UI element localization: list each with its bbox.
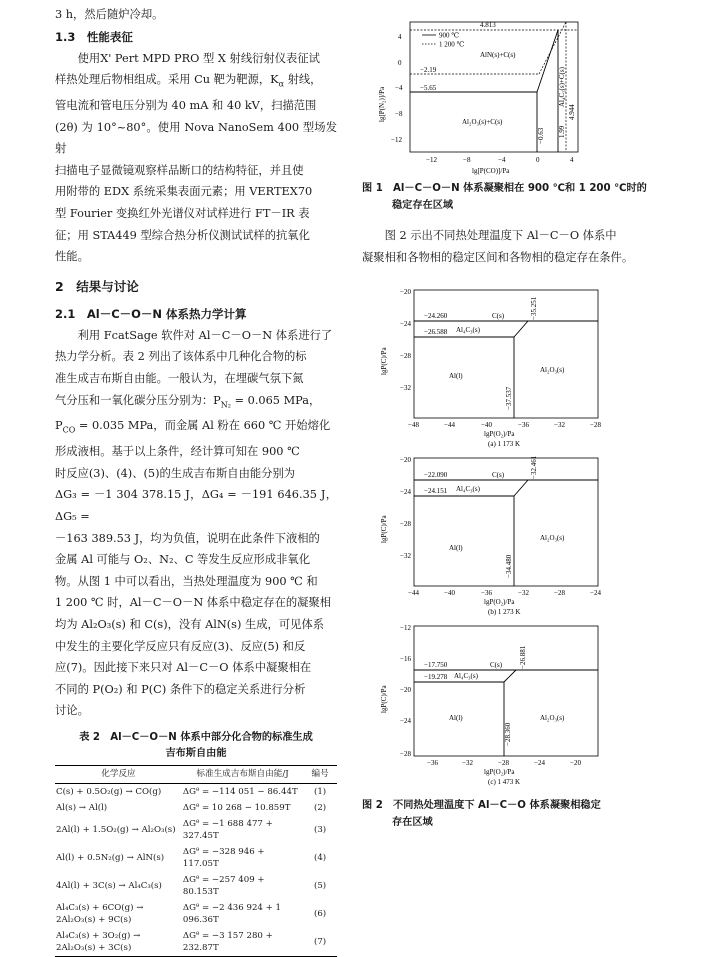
paragraph-line: 气分压和一氧化碳分压分别为：$P_{N_2} = 0.065$ MPa，	[55, 393, 321, 409]
number-cell: (3)	[313, 824, 327, 835]
section-heading-2-1: 2.1 Al－C－O－N 体系热力学计算	[55, 306, 247, 321]
label-h2: −26.588	[424, 328, 448, 336]
number-cell: (6)	[313, 908, 327, 919]
label-c: C(s)	[492, 312, 505, 320]
label-v1: −26.881	[519, 645, 527, 669]
reaction-cell: Al(l) + 0.5N₂(g) → AlN(s)	[56, 852, 165, 863]
x-tick: −20	[570, 759, 581, 767]
x-tick: −44	[444, 421, 455, 429]
figure-2b	[362, 448, 647, 616]
text-line: 3 h，然后随炉冷却。	[55, 8, 164, 21]
label-v2: −37.537	[505, 386, 513, 410]
paragraph-line: 扫描电子显微镜观察样品断口的结构特征，并且使	[55, 163, 304, 177]
label-aln: AlN(s)+C(s)	[480, 51, 516, 59]
left-column	[55, 0, 337, 957]
y-tick: −20	[400, 686, 411, 694]
label-4813: 4.813	[480, 21, 496, 29]
y-tick: −24	[400, 488, 411, 496]
x-tick: −24	[534, 759, 545, 767]
x-tick: −40	[481, 421, 492, 429]
reaction-cell: 2Al(l) + 1.5O₂(g) → Al₂O₃(s)	[56, 824, 176, 835]
paragraph-line: 使用X' Pert MPD PRO 型 X 射线衍射仪表征试	[77, 51, 320, 65]
gibbs-cell: ΔGᶿ = −3 157 280 + 232.87T	[182, 928, 303, 957]
subfigure-label: (a) 1 173 K	[488, 440, 521, 448]
y-axis-label: lgP(C)/Pa	[380, 347, 388, 375]
paragraph-line: 征；用 STA449 型综合热分析仪测试试样的抗氧化	[55, 228, 310, 242]
x-tick: −40	[444, 589, 455, 597]
table-header: 标准生成吉布斯自由能/J	[182, 765, 303, 783]
label-al2o3: Al₂O₃(s)	[540, 366, 565, 374]
reaction-cell: Al₄C₃(s) + 6CO(g) → 2Al₂O₃(s) + 9C(s)	[56, 902, 144, 925]
x-tick: −48	[408, 421, 419, 429]
gibbs-table	[55, 765, 337, 957]
y-tick: −24	[400, 320, 411, 328]
label-al2o3: Al₂O₃(s)+C(s)	[462, 118, 503, 126]
section-heading-2: 2 结果与讨论	[55, 278, 139, 294]
y-tick: −16	[400, 655, 411, 663]
label-al4c3: Al₄C₃(s)	[456, 326, 480, 334]
number-cell: (5)	[313, 880, 327, 891]
table-row	[55, 844, 337, 872]
paragraph-line: 不同的 P(O₂) 和 P(C) 条件下的稳定关系进行分析	[55, 682, 306, 696]
number-cell: (7)	[303, 928, 337, 957]
subfigure-label: (b) 1 273 K	[488, 608, 521, 616]
x-axis-label: lgP(O₂)/Pa	[484, 598, 515, 606]
number-cell: (4)	[313, 852, 327, 863]
figure-2-caption: 图 2 不同热处理温度下 Al－C－O 体系凝聚相稳定 存在区域	[362, 800, 601, 828]
x-tick: 4	[570, 156, 574, 164]
gibbs-cell: ΔGᶿ = −2 436 924 + 1 096.36T	[182, 902, 282, 925]
figure-2-intro: 图 2 示出不同热处理温度下 Al－C－O 体系中 凝聚相和各物相的稳定区间和各物相的稳定存在条件。	[362, 229, 634, 264]
label-199: 1.99	[558, 125, 566, 138]
x-tick: −28	[554, 589, 565, 597]
label-219: −2.19	[420, 66, 437, 74]
section-heading-1-3: 1.3 性能表征	[55, 29, 133, 44]
y-tick: −28	[400, 520, 411, 528]
label-al4c3: Al₄C₃(s)+C(s)	[558, 67, 566, 107]
y-tick: −12	[391, 136, 402, 144]
y-tick: 0	[398, 59, 402, 67]
y-tick: −8	[395, 110, 403, 118]
paragraph-line: 热力学分析。表 2 列出了该体系中几种化合物的标	[55, 350, 307, 364]
paragraph-line: (2θ) 为 10°~80°。使用 Nova NanoSem 400 型场发射	[55, 120, 337, 156]
x-tick: −32	[518, 589, 529, 597]
number-cell: (1)	[313, 786, 327, 797]
table-header: 化学反应	[55, 765, 182, 783]
y-axis-label: lgP(C)/Pa	[380, 515, 388, 543]
figure-1-caption: 图 1 Al－C－O－N 体系凝聚相在 900 ℃和 1 200 ℃时的 稳定存在区域	[362, 183, 647, 211]
paragraph-line: 金属 Al 可能与 O₂、N₂、C 等发生反应形成非氧化	[55, 553, 311, 567]
x-tick: −28	[590, 421, 601, 429]
label-4944: 4.944	[568, 104, 576, 120]
paragraph-line: 时反应(3)、(4)、(5)的生成吉布斯自由能分别为	[55, 466, 296, 480]
paragraph-line: 准生成吉布斯自由能。一般认为，在埋碳气氛下氮	[55, 371, 304, 385]
y-tick: −28	[400, 352, 411, 360]
gibbs-cell: ΔGᶿ = −114 051 − 86.44T	[182, 786, 298, 797]
paragraph-line: 均为 Al₂O₃(s) 和 C(s)，没有 AlN(s) 生成，可见体系	[55, 618, 325, 631]
paragraph-line: 1 200 ℃ 时，Al－C－O－N 体系中稳定存在的凝聚相	[55, 596, 332, 610]
table-row	[55, 783, 337, 800]
x-tick: −36	[518, 421, 529, 429]
figure-2c	[362, 616, 647, 788]
table-2	[55, 730, 337, 957]
label-h1: −24.260	[424, 312, 448, 320]
y-axis-label: lg[P(N₂)]/Pa	[378, 86, 386, 122]
label-h2: −24.151	[424, 487, 448, 495]
gibbs-cell: ΔGᶿ = 10 268 − 10.859T	[182, 802, 291, 813]
y-tick: −12	[400, 624, 411, 632]
x-tick: −32	[554, 421, 565, 429]
x-tick: 0	[536, 156, 540, 164]
paragraph-line: $P_{CO} = 0.035$ MPa，而金属 Al 粉在 660 ℃ 开始熔化	[55, 419, 331, 435]
gibbs-cell: ΔGᶿ = −1 688 477 + 327.45T	[182, 818, 273, 841]
x-tick: −44	[408, 589, 419, 597]
subfigure-label: (c) 1 473 K	[488, 778, 521, 786]
label-al: Al(l)	[449, 544, 463, 552]
label-c: C(s)	[492, 471, 505, 479]
reaction-cell: Al(s) → Al(l)	[56, 802, 108, 813]
legend-1200: 1 200 ℃	[439, 40, 465, 49]
table-row	[55, 800, 337, 816]
y-tick: −28	[400, 750, 411, 758]
table-title: 表 2 Al－C－O－N 体系中部分化合物的标准生成	[79, 731, 313, 743]
x-tick: −32	[462, 759, 473, 767]
y-tick: −4	[395, 84, 403, 92]
label-565: −5.65	[420, 84, 437, 92]
label-063: −0.63	[537, 127, 545, 144]
label-c: C(s)	[490, 661, 503, 669]
x-axis-label: lgP(O₂)/Pa	[484, 768, 515, 776]
table-header: 编号	[303, 765, 337, 783]
reaction-cell: C(s) + 0.5O₂(g) → CO(g)	[56, 786, 162, 797]
label-v2: −34.480	[505, 554, 513, 578]
table-row	[55, 900, 337, 928]
label-h2: −19.278	[424, 673, 448, 681]
x-tick: −12	[426, 156, 437, 164]
table-row	[55, 816, 337, 844]
x-tick: −28	[498, 759, 509, 767]
paragraph-line: 管电流和管电压分别为 40 mA 和 40 kV，扫描范围	[55, 99, 317, 113]
paragraph-line: 中发生的主要化学反应只有反应(3)、反应(5) 和反	[55, 639, 306, 653]
paragraph-line: 用附带的 EDX 系统采集表面元素；用 VERTEX70	[55, 185, 313, 199]
reaction-cell: 4Al(l) + 3C(s) → Al₄C₃(s)	[56, 880, 162, 891]
paragraph-line: 应(7)。因此接下来只对 Al－C－O 体系中凝聚相在	[55, 661, 312, 675]
label-v1: −32.461	[530, 455, 538, 479]
label-h1: −17.750	[424, 661, 448, 669]
x-tick: −24	[590, 589, 601, 597]
label-al2o3: Al₂O₃(s)	[540, 714, 565, 722]
label-al2o3: Al₂O₃(s)	[540, 534, 565, 542]
label-h1: −22.090	[424, 471, 448, 479]
gibbs-cell: ΔGᶿ = −328 946 + 117.05T	[182, 846, 265, 869]
table-title-cont: 吉布斯自由能	[165, 747, 227, 759]
x-tick: −36	[481, 589, 492, 597]
figure-1	[362, 12, 647, 182]
x-tick: −36	[427, 759, 438, 767]
y-tick: −24	[400, 717, 411, 725]
figure-2a	[362, 280, 647, 448]
paragraph-line: ΔG₃ = －1 304 378.15 J，ΔG₄ = －191 646.35 J，ΔG₅ =	[55, 488, 337, 524]
x-tick: −8	[463, 156, 471, 164]
y-axis-label: lgP(C)/Pa	[380, 685, 388, 713]
paragraph-line: 样热处理后物相组成。采用 Cu 靶为靶源，$K_\alpha$ 射线，	[55, 73, 322, 89]
label-v1: −35.251	[530, 296, 538, 320]
paragraph-line: 形成液相。基于以上条件，经计算可知在 900 ℃	[55, 445, 300, 459]
number-cell: (2)	[313, 802, 327, 813]
label-al4c3: Al₄C₃(s)	[454, 672, 478, 680]
paragraph-line: 物。从图 1 中可以看出，当热处理温度为 900 ℃ 和	[55, 574, 318, 588]
gibbs-cell: ΔGᶿ = −257 409 + 80.153T	[182, 874, 265, 897]
label-al4c3: Al₄C₃(s)	[456, 485, 480, 493]
paragraph-line: 讨论。	[55, 704, 89, 718]
paragraph-line: 型 Fourier 变换红外光谱仪对试样进行 FT－IR 表	[55, 207, 310, 220]
label-al: Al(l)	[449, 372, 463, 380]
table-row	[55, 872, 337, 900]
paragraph-line: 利用 FcatSage 软件对 Al－C－O－N 体系进行了	[77, 328, 333, 342]
table-row	[55, 928, 337, 957]
x-axis-label: lg[P(CO)]/Pa	[472, 167, 510, 175]
y-tick: 4	[398, 33, 402, 41]
y-tick: −32	[400, 384, 411, 392]
paragraph-line: 性能。	[55, 250, 89, 264]
reaction-cell: Al₄C₃(s) + 3O₂(g) → 2Al₂O₃(s) + 3C(s)	[55, 928, 182, 957]
label-al: Al(l)	[449, 714, 463, 722]
y-tick: −32	[400, 552, 411, 560]
y-tick: −20	[400, 456, 411, 464]
x-tick: −4	[498, 156, 506, 164]
paragraph-line: －163 389.53 J，均为负值，说明在此条件下液相的	[55, 531, 320, 545]
y-tick: −20	[400, 288, 411, 296]
label-v2: −28.360	[504, 722, 512, 746]
x-axis-label: lgP(O₂)/Pa	[484, 430, 515, 438]
legend-900: 900 ℃	[439, 31, 460, 40]
